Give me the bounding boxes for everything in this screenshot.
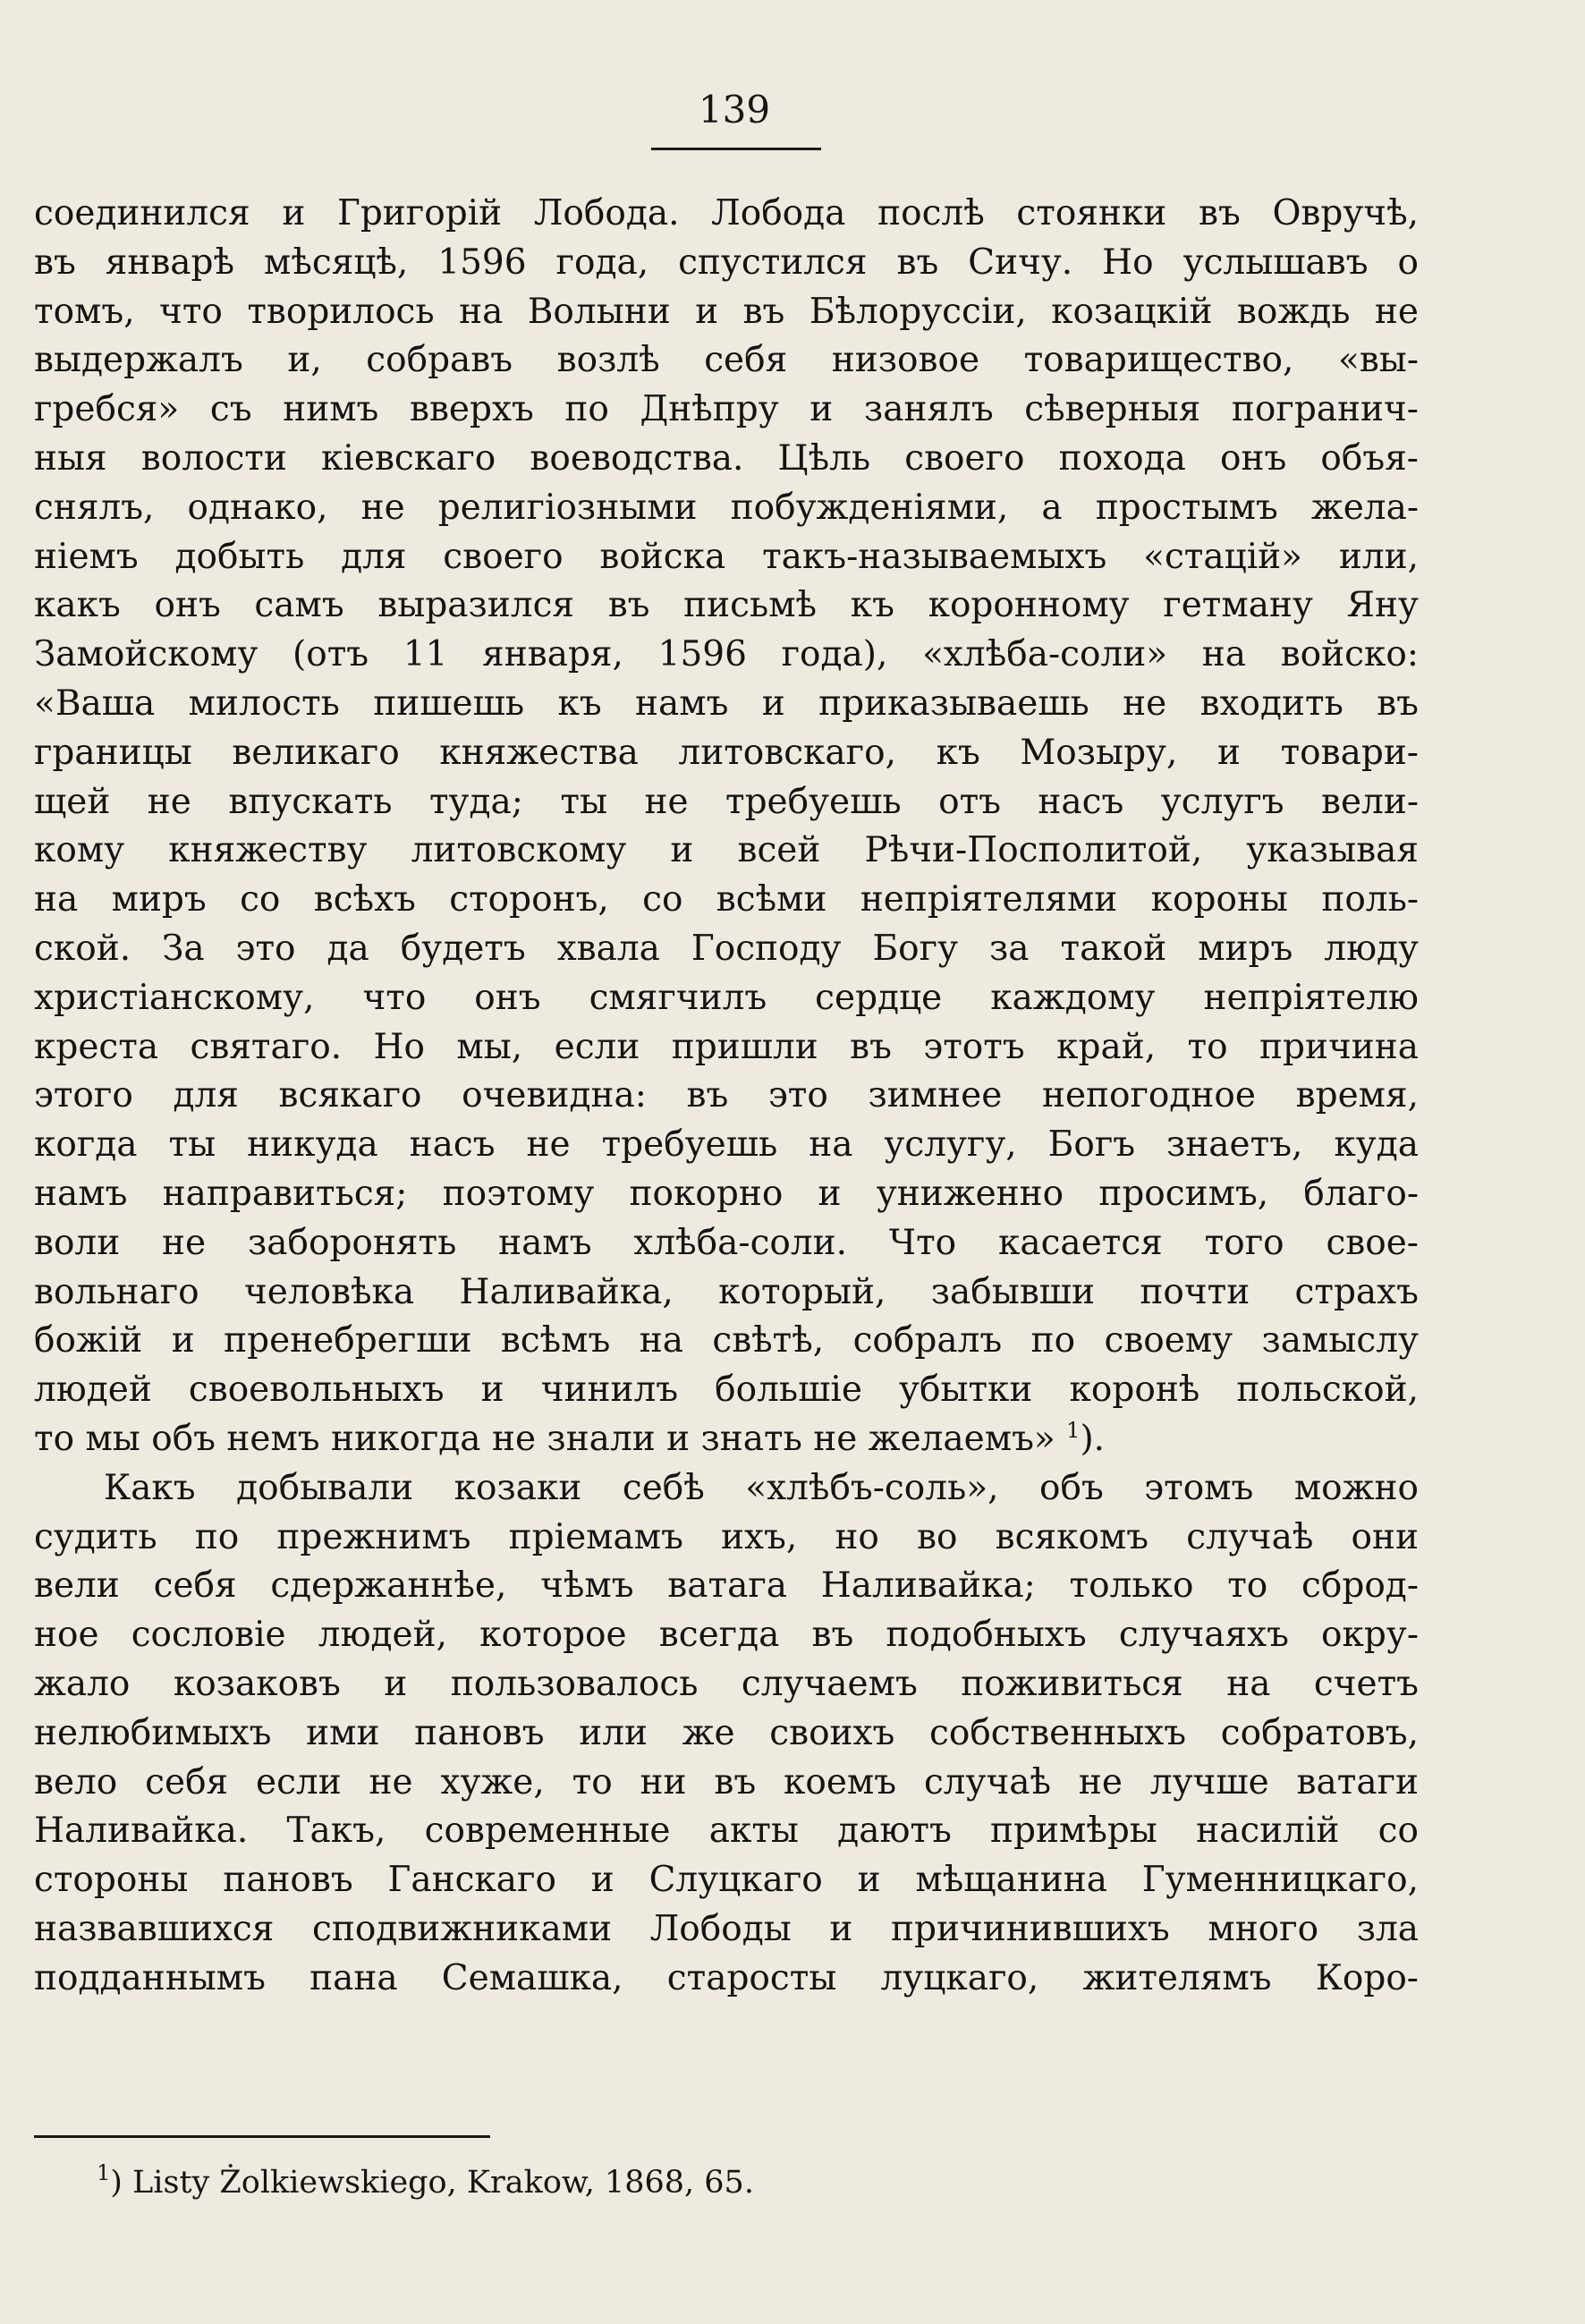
text-line: вело себя если не хуже, то ни въ коемъ случаѣ не лучше ватаги [34,1761,1419,1802]
text-line: стороны пановъ Ганскаго и Слуцкаго и мѣщанина Гуменницкаго, [34,1860,1419,1901]
text-line: воли не заборонять намъ хлѣба-соли. Что касается того свое- [34,1222,1419,1263]
text-line: креста святаго. Но мы, если пришли въ этотъ край, то причина [34,1026,1419,1067]
text-line: христіанскому, что онъ смягчилъ сердце каждому непріятелю [34,977,1419,1018]
text-line: назвавшихся сподвижниками Лободы и причинившихъ много зла [34,1908,1419,1949]
text-line: Какъ добывали козаки себѣ «хлѣбъ-соль», объ этомъ можно [104,1467,1419,1508]
footnote-text: ) Listy Żolkiewskiego, Krakow, 1868, 65. [110,2165,754,2201]
footnote [97,2160,754,2201]
page-number: 139 [698,88,771,131]
text-line: соединился и Григорій Лобода. Лобода послѣ стоянки въ Овручѣ, [34,193,1419,233]
text-line: границы великаго княжества литовскаго, къ Мозыру, и товари- [34,732,1419,773]
text-line: выдержалъ и, собравъ возлѣ себя низовое товарищество, «вы- [34,340,1419,381]
text-line: когда ты никуда насъ не требуешь на услугу, Богъ знаетъ, куда [34,1124,1419,1166]
text-line: щей не впускать туда; ты не требуешь отъ насъ услугъ вели- [34,781,1419,822]
footnote-marker: 1 [97,2160,111,2185]
text-line: «Ваша милость пишешь къ намъ и приказываешь не входить въ [34,683,1419,724]
text-line: ное сословіе людей, которое всегда въ подобныхъ случаяхъ окру- [34,1615,1419,1656]
text-line: снялъ, однако, не религіозными побужденіями, а простымъ жела- [34,487,1419,528]
text-line: въ январѣ мѣсяцѣ, 1596 года, спустился въ Сичу. Но услышавъ о [34,242,1419,283]
header-rule [651,148,821,150]
text-line: на миръ со всѣхъ сторонъ, со всѣми непріятелями короны поль- [34,879,1419,920]
text-line: ныя волости кіевскаго воеводства. Цѣль своего похода онъ объя- [34,437,1419,479]
text-line-content: то мы объ немъ никогда не знали и знать не желаемъ» [34,1418,1055,1459]
body-text [34,190,1419,2003]
footnote-reference[interactable]: 1 [1066,1417,1081,1443]
text-line: Замойскому (отъ 11 января, 1596 года), «хлѣба-соли» на войско: [34,634,1419,675]
paragraph-2 [34,1464,1419,2004]
text-line: ніемъ добыть для своего войска такъ-называемыхъ «стацій» или, [34,536,1419,577]
text-line: жало козаковъ и пользовалось случаемъ поживиться на счетъ [34,1663,1419,1704]
text-line: какъ онъ самъ выразился въ письмѣ къ коронному гетману Яну [34,585,1419,626]
text-line-last [34,1415,1419,1464]
text-line: намъ направиться; поэтому покорно и униженно просимъ, благо- [34,1173,1419,1214]
paragraph-1 [34,190,1419,1464]
text-line: ской. За это да будетъ хвала Господу Богу за такой миръ люду [34,928,1419,969]
text-line: нелюбимыхъ ими пановъ или же своихъ собственныхъ собратовъ, [34,1712,1419,1753]
text-line: кому княжеству литовскому и всей Рѣчи-Посполитой, указывая [34,830,1419,871]
text-line: вели себя сдержаннѣе, чѣмъ ватага Наливайка; только то сброд- [34,1565,1419,1607]
footnote-rule [34,2135,490,2138]
text-line: судить по прежнимъ пріемамъ ихъ, но во всякомъ случаѣ они [34,1516,1419,1557]
text-line: вольнаго человѣка Наливайка, который, забывши почти страхъ [34,1271,1419,1312]
text-line: томъ, что творилось на Волыни и въ Бѣлоруссіи, козацкій вождь не [34,291,1419,332]
text-line: людей своевольныхъ и чинилъ большіе убытки коронѣ польской, [34,1370,1419,1411]
line-closing-punctuation: ). [1080,1418,1106,1459]
text-line: божій и пренебрегши всѣмъ на свѣтѣ, собралъ по своему замыслу [34,1320,1419,1361]
text-line: подданнымъ пана Семашка, старосты луцкаго, жителямъ Коро- [34,1957,1419,1998]
text-line: гребся» съ нимъ вверхъ по Днѣпру и занялъ сѣверныя погранич- [34,389,1419,430]
text-line: этого для всякаго очевидна: въ это зимнее непогодное время, [34,1075,1419,1116]
text-line: Наливайка. Такъ, современные акты даютъ примѣры насилій со [34,1811,1419,1852]
